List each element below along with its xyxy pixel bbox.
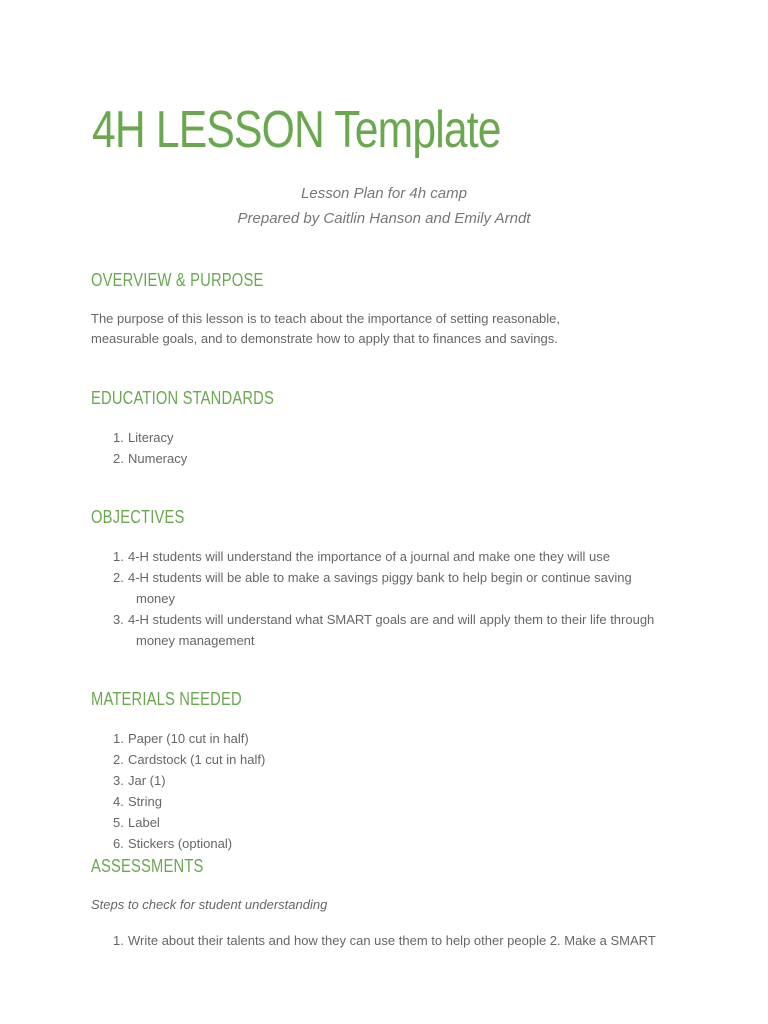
subtitle-line-1: Lesson Plan for 4h camp	[301, 185, 467, 202]
list-item: 1. 4-H students will understand the importance of a journal and make one they will use	[113, 549, 610, 564]
assessments-list	[113, 930, 673, 951]
list-item: 1. Write about their talents and how they can use them to help other people 2. Make a SMART	[113, 933, 656, 948]
objectives-heading: OBJECTIVES	[91, 507, 185, 527]
materials-list	[113, 728, 265, 854]
standards-list	[113, 427, 187, 469]
page-title: 4H LESSON Template	[92, 101, 501, 159]
list-item: 3. Jar (1)	[113, 773, 166, 788]
overview-heading: OVERVIEW & PURPOSE	[91, 270, 264, 290]
standards-heading: EDUCATION STANDARDS	[91, 388, 274, 408]
list-item: 4. String	[113, 794, 162, 809]
list-item: 5. Label	[113, 815, 160, 830]
assessments-heading: ASSESSMENTS	[91, 856, 204, 876]
list-item: 2. Cardstock (1 cut in half)	[113, 752, 266, 767]
objectives-list	[113, 546, 673, 651]
list-item: 6. Stickers (optional)	[113, 836, 233, 851]
list-item: 3. 4-H students will understand what SMART goals are and will apply them to their life through money management	[113, 612, 655, 648]
assessments-intro: Steps to check for student understanding	[91, 897, 328, 912]
overview-text-line-2: measurable goals, and to demonstrate how to apply that to finances and savings.	[91, 331, 558, 346]
overview-text-line-1: The purpose of this lesson is to teach about the importance of setting reasonable,	[91, 311, 561, 326]
list-item: 1. Literacy	[113, 430, 174, 445]
list-item: 1. Paper (10 cut in half)	[113, 731, 249, 746]
subtitle-line-2: Prepared by Caitlin Hanson and Emily Arndt	[237, 210, 531, 227]
list-item: 2. 4-H students will be able to make a savings piggy bank to help begin or continue saving money	[113, 570, 632, 606]
list-item: 2. Numeracy	[113, 451, 188, 466]
materials-heading: MATERIALS NEEDED	[91, 689, 242, 709]
